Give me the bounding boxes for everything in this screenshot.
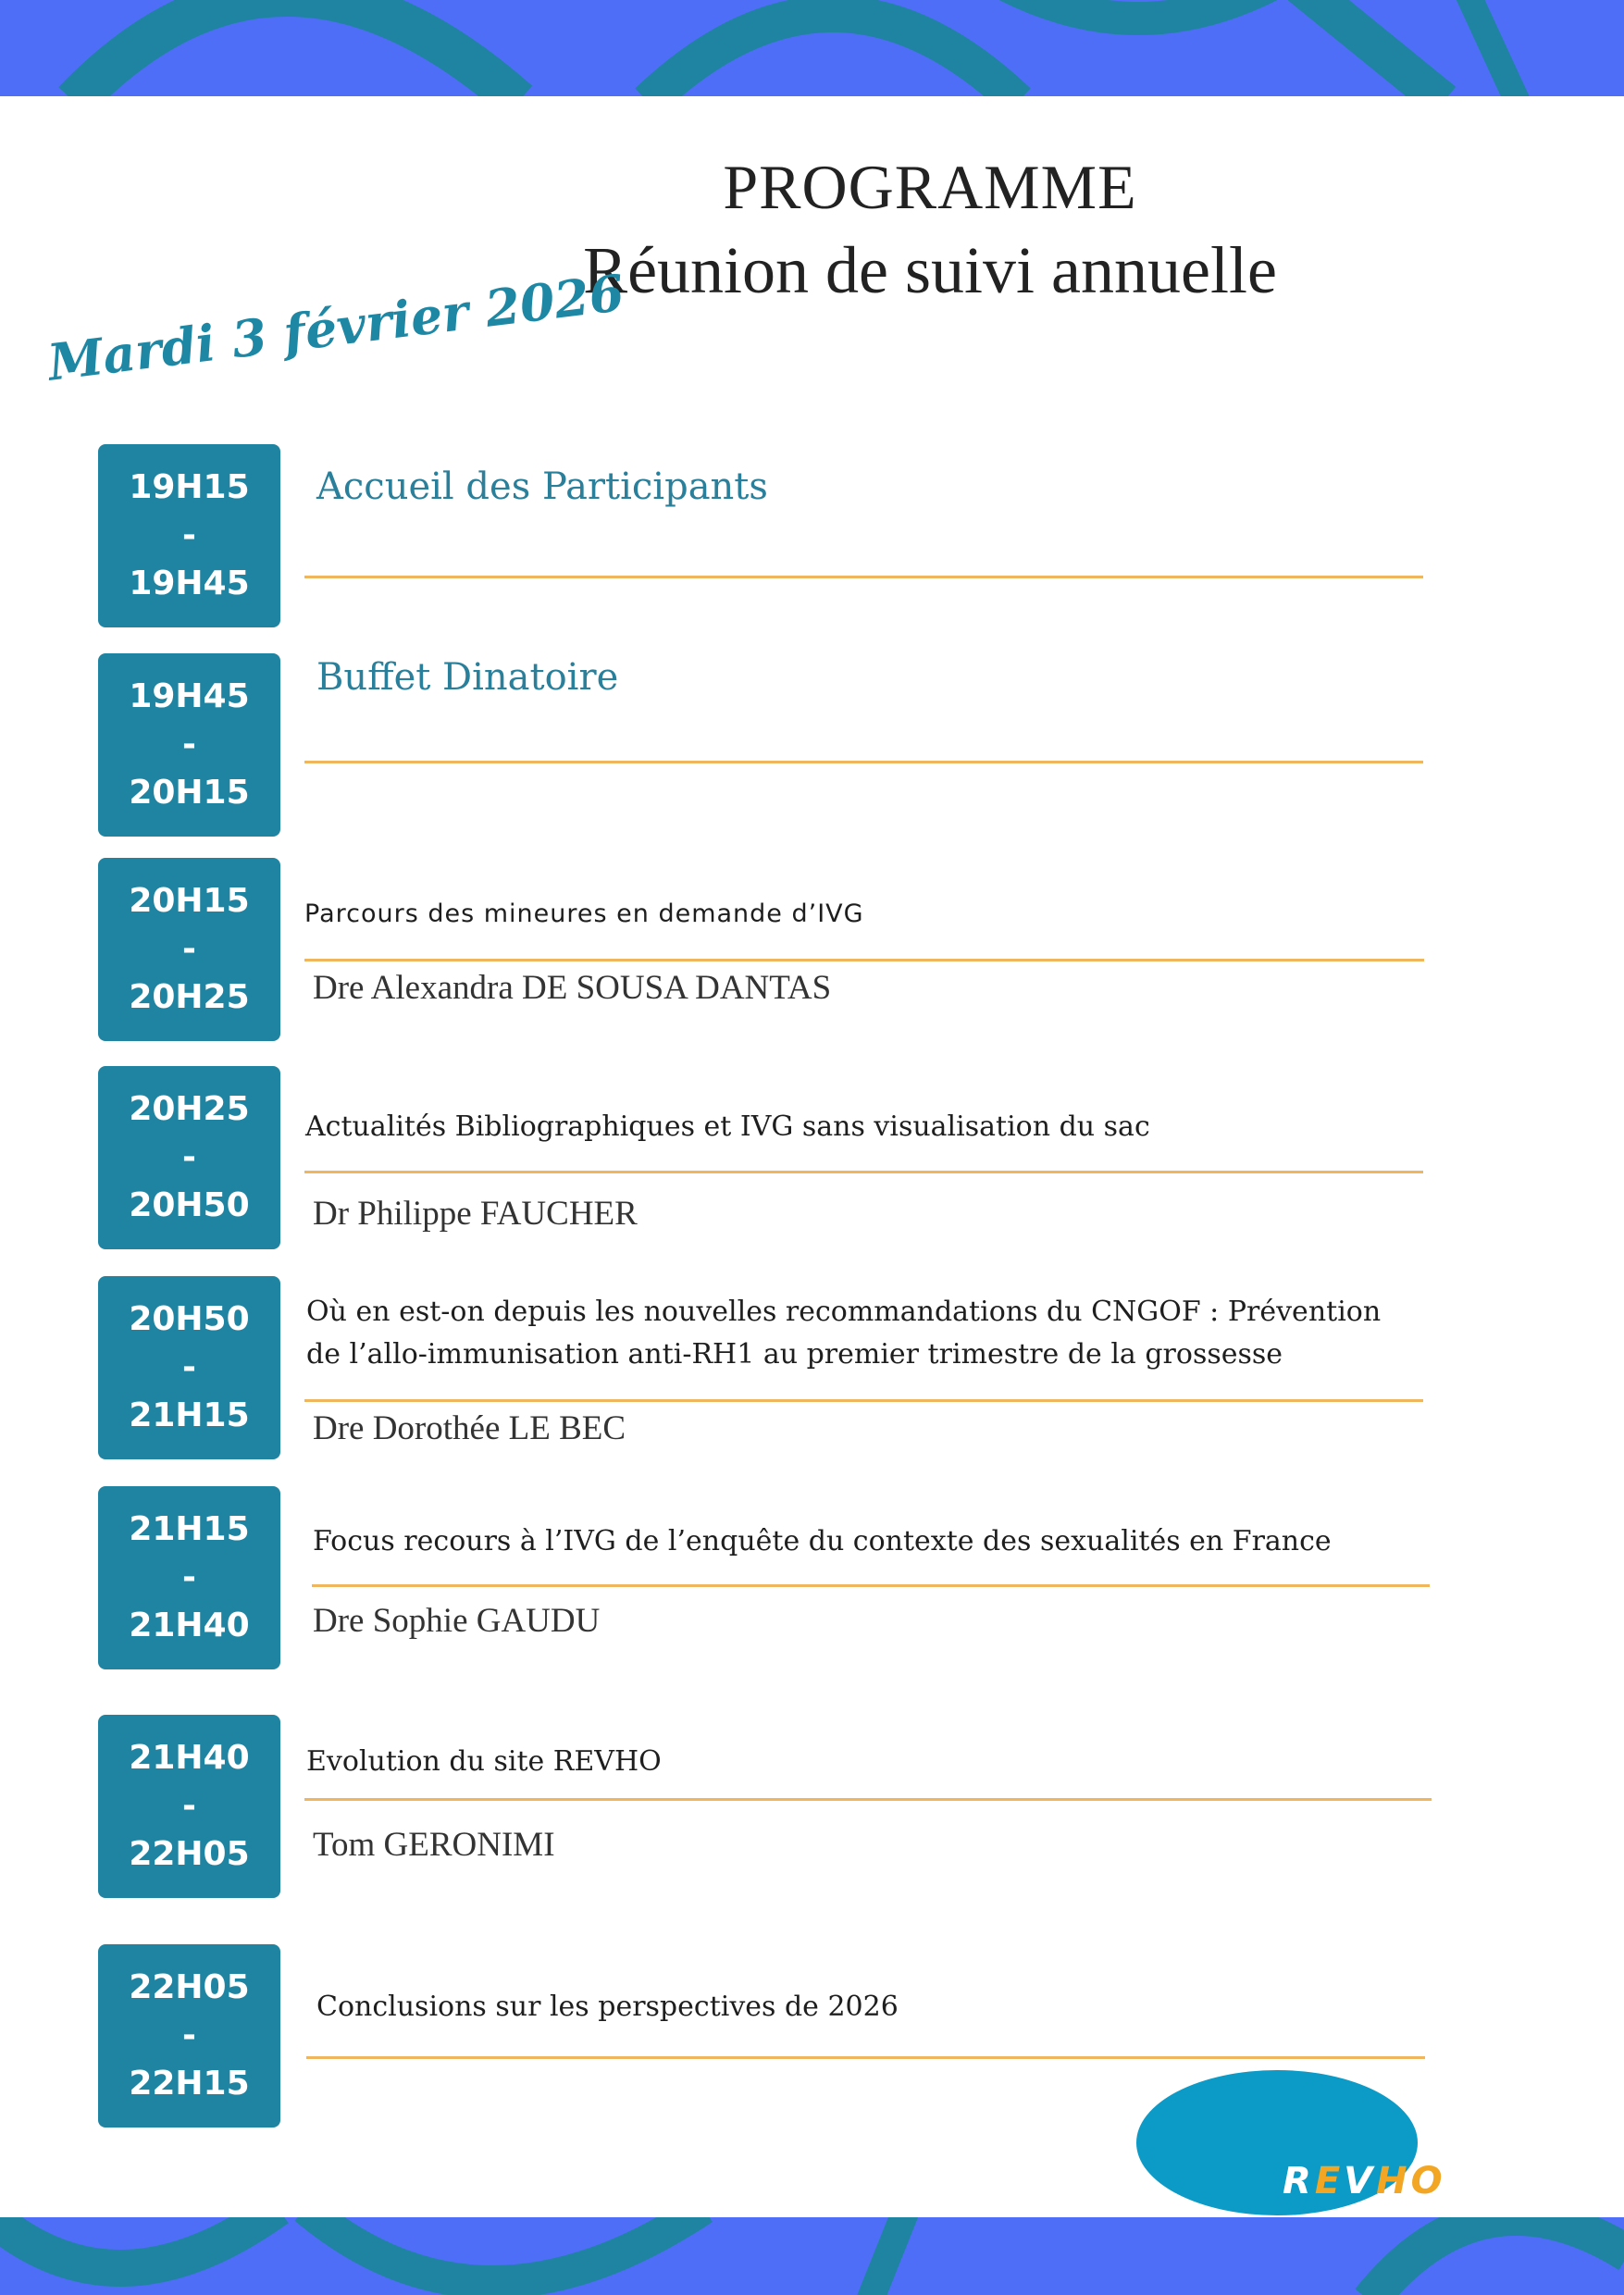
time-slot <box>98 1486 280 1669</box>
session-title: Où en est-on depuis les nouvelles recommandations du CNGOF : Prévention de l’allo-immunisation anti-RH1 au premier trimestre de la grossesse <box>306 1296 1382 1371</box>
divider <box>304 576 1423 578</box>
time-separator: - <box>182 1558 196 1596</box>
time-slot <box>98 1944 280 2128</box>
time-separator: - <box>182 1787 196 1825</box>
time-slot <box>98 444 280 627</box>
time-start: 20H50 <box>129 1300 250 1338</box>
time-separator: - <box>182 516 196 554</box>
divider <box>312 1584 1430 1587</box>
time-start: 22H05 <box>129 1968 250 2006</box>
speaker-name: Dre Alexandra DE SOUSA DANTAS <box>313 969 832 1007</box>
top-decorative-band <box>0 0 1624 96</box>
session-title: Parcours des mineures en demande d’IVG <box>304 899 864 928</box>
time-start: 21H15 <box>129 1510 250 1548</box>
time-end: 20H25 <box>129 978 250 1016</box>
time-slot <box>98 653 280 837</box>
session-title: Evolution du site REVHO <box>306 1745 662 1778</box>
revho-logo: REVHO <box>1283 2160 1446 2202</box>
speaker-name: Dr Philippe FAUCHER <box>313 1195 638 1233</box>
time-separator: - <box>182 1348 196 1386</box>
page-subtitle: Réunion de suivi annuelle <box>583 233 1277 307</box>
time-separator: - <box>182 2016 196 2054</box>
divider <box>304 1171 1423 1173</box>
time-start: 19H45 <box>129 677 250 715</box>
session-title: Actualités Bibliographiques et IVG sans visualisation du sac <box>305 1110 1150 1143</box>
divider <box>304 959 1424 961</box>
time-slot <box>98 1066 280 1249</box>
divider <box>304 761 1423 763</box>
time-start: 20H25 <box>129 1090 250 1128</box>
wave-pattern <box>0 0 1624 96</box>
time-slot <box>98 1715 280 1898</box>
time-end: 20H15 <box>129 774 250 812</box>
session-title: Conclusions sur les perspectives de 2026 <box>316 1991 899 2023</box>
time-start: 21H40 <box>129 1739 250 1777</box>
divider <box>304 1798 1432 1801</box>
speaker-name: Tom GERONIMI <box>313 1826 555 1864</box>
session-title: Buffet Dinatoire <box>316 656 619 699</box>
time-slot <box>98 1276 280 1459</box>
time-end: 21H15 <box>129 1396 250 1434</box>
time-start: 19H15 <box>129 468 250 506</box>
divider <box>304 1399 1423 1402</box>
session-title: Focus recours à l’IVG de l’enquête du contexte des sexualités en France <box>313 1525 1332 1557</box>
wave-pattern <box>0 2217 1624 2295</box>
time-separator: - <box>182 930 196 968</box>
event-date: Mardi 3 février 2026 <box>44 262 627 392</box>
time-end: 22H15 <box>129 2065 250 2103</box>
title-block <box>518 148 1342 315</box>
speaker-name: Dre Dorothée LE BEC <box>313 1409 626 1447</box>
time-separator: - <box>182 1138 196 1176</box>
time-end: 20H50 <box>129 1186 250 1224</box>
session-title: Accueil des Participants <box>316 465 768 508</box>
bottom-decorative-band <box>0 2217 1624 2295</box>
time-separator: - <box>182 726 196 763</box>
speaker-name: Dre Sophie GAUDU <box>313 1602 601 1640</box>
page-title: PROGRAMME <box>723 152 1137 222</box>
time-start: 20H15 <box>129 882 250 920</box>
divider <box>306 2056 1425 2059</box>
time-end: 19H45 <box>129 564 250 602</box>
time-end: 21H40 <box>129 1606 250 1644</box>
time-slot <box>98 858 280 1041</box>
time-end: 22H05 <box>129 1835 250 1873</box>
